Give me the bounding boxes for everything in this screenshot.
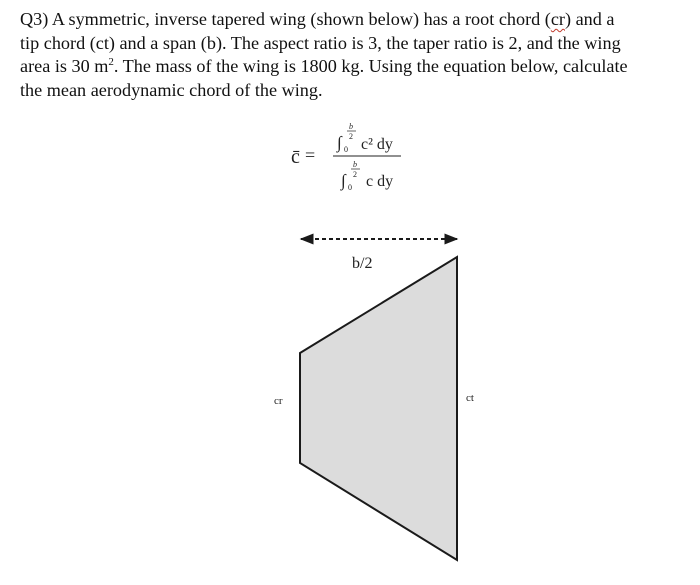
- half-span-label: b/2: [352, 255, 373, 272]
- question-line-4: the mean aerodynamic chord of the wing.: [20, 79, 323, 100]
- denominator-upper-limit-b: b: [353, 160, 357, 169]
- mac-equation: [291, 122, 401, 192]
- numerator-lower-limit: 0: [344, 145, 348, 154]
- wing-planform: [300, 257, 457, 560]
- denominator-integral-sign: ∫: [341, 171, 346, 190]
- denominator-integrand: c dy: [366, 173, 394, 190]
- tip-chord-label: ct: [466, 392, 474, 404]
- question-line-1-start: Q3) A symmetric, inverse tapered wing (shown below) has a root chord (: [20, 9, 551, 29]
- numerator-upper-limit-b: b: [349, 122, 353, 131]
- area-exponent: 2: [108, 56, 114, 68]
- equals-sign: =: [305, 145, 316, 165]
- denominator-lower-limit: 0: [348, 183, 352, 192]
- equation-numerator: [336, 122, 393, 154]
- numerator-integral-sign: ∫: [337, 133, 342, 152]
- question-line-1-end: ) and a: [564, 9, 615, 29]
- spellcheck-underlined-word: cr: [550, 9, 565, 29]
- numerator-integrand: c² dy: [361, 136, 393, 153]
- numerator-upper-limit-2: 2: [349, 132, 353, 141]
- denominator-upper-limit-2: 2: [353, 170, 357, 179]
- question-line-3-start: area is 30 m: [20, 56, 109, 76]
- equation-denominator: [340, 160, 393, 192]
- root-chord-label: cr: [274, 395, 283, 407]
- question-line-2: tip chord (ct) and a span (b). The aspect ratio is 3, the taper ratio is 2, and the wing: [20, 32, 621, 53]
- mean-chord-symbol: c̄: [291, 146, 300, 168]
- question-line-3-end: . The mass of the wing is 1800 kg. Using the equation below, calculate: [113, 56, 628, 76]
